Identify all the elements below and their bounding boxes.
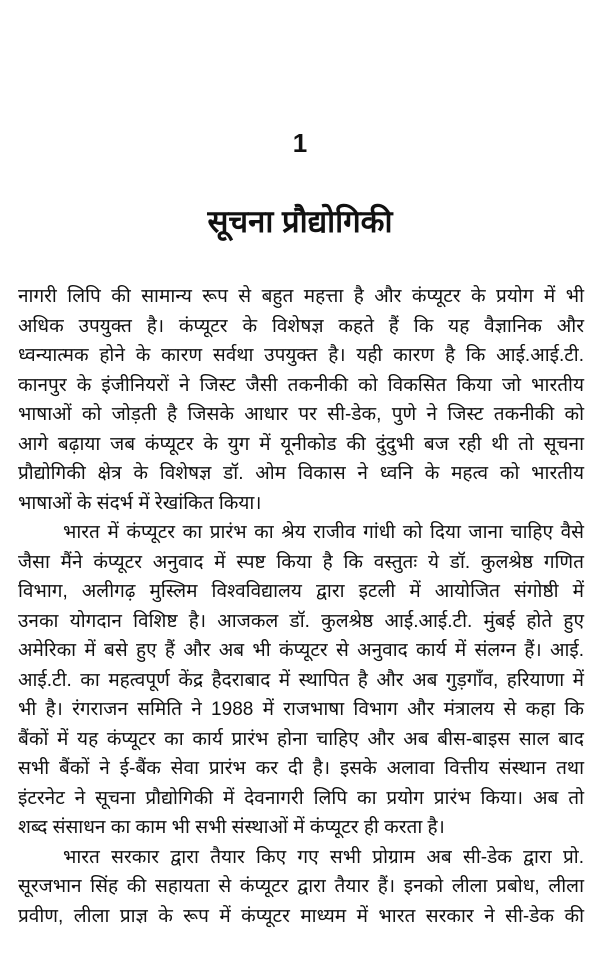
text-line: भारत में कंप्यूटर का प्रारंभ का श्रेय राजीव गांधी को दिया जाना चाहिए वैसे bbox=[63, 522, 584, 543]
text-line: सभी बैंकों ने ई-बैंक सेवा प्रारंभ कर दी है। इसके अलावा वित्तीय संस्थान तथा bbox=[18, 758, 584, 779]
text-line: भी है। रंगराजन समिति ने 1988 में राजभाषा विभाग और मंत्रालय से कहा कि bbox=[18, 699, 584, 720]
text-line: अमेरिका में बसे हुए हैं और अब भी कंप्यूटर से अनुवाद कार्य में संलग्न हैं। आई. bbox=[18, 640, 584, 661]
text-line: ध्वन्यात्मक होने के कारण सर्वथा उपयुक्त है। यही कारण है कि आई.आई.टी. bbox=[18, 345, 584, 366]
paragraph bbox=[18, 282, 584, 518]
text-line: आगे बढ़ाया जब कंप्यूटर के युग में यूनीकोड की दुंदुभी बज रही थी तो सूचना bbox=[18, 433, 584, 455]
text-line: प्रौद्योगिकी क्षेत्र के विशेषज्ञ डॉ. ओम विकास ने ध्वनि के महत्व को भारतीय bbox=[18, 463, 584, 484]
text-line: उनका योगदान विशिष्ट है। आजकल डॉ. कुलश्रेष्ठ आई.आई.टी. मुंबई होते हुए bbox=[18, 610, 584, 632]
text-line: विभाग, अलीगढ़ मुस्लिम विश्वविद्यालय द्वारा इटली में आयोजित संगोष्ठी में bbox=[18, 581, 584, 602]
text-line: अधिक उपयुक्त है। कंप्यूटर के विशेषज्ञ कहते हैं कि यह वैज्ञानिक और bbox=[18, 315, 584, 337]
text-line: भाषाओं को जोड़ती है जिसके आधार पर सी-डेक, पुणे ने जिस्ट तकनीकी को bbox=[18, 404, 584, 425]
text-line: प्रवीण, लीला प्राज्ञ के रूप में कंप्यूटर माध्यम में भारत सरकार ने सी-डेक की bbox=[18, 905, 584, 927]
text-line: जैसा मैंने कंप्यूटर अनुवाद में स्पष्ट किया है कि वस्तुतः ये डॉ. कुलश्रेष्ठ गणित bbox=[18, 551, 584, 573]
text-line: शब्द संसाधन का काम भी सभी संस्थाओं में कंप्यूटर ही करता है। bbox=[18, 817, 445, 838]
chapter-title: सूचना प्रौद्योगिकी bbox=[207, 204, 393, 239]
chapter-number: 1 bbox=[292, 128, 308, 158]
text-line: नागरी लिपि की सामान्य रूप से बहुत महत्ता है और कंप्यूटर के प्रयोग में भी bbox=[18, 286, 584, 307]
text-line: भाषाओं के संदर्भ में रेखांकित किया। bbox=[18, 492, 262, 514]
text-line: कानपुर के इंजीनियरों ने जिस्ट जैसी तकनीकी को विकसित किया जो भारतीय bbox=[18, 374, 584, 396]
text-line: भारत सरकार द्वारा तैयार किए गए सभी प्रोग्राम अब सी-डेक द्वारा प्रो. bbox=[63, 846, 584, 868]
text-line: आई.टी. का महत्वपूर्ण केंद्र हैदराबाद में स्थापित है और अब गुड़गाँव, हरियाणा में bbox=[18, 669, 584, 691]
paragraph bbox=[18, 843, 584, 932]
text-line: इंटरनेट ने सूचना प्रौद्योगिकी में देवनागरी लिपि का प्रयोग प्रारंभ किया। अब तो bbox=[18, 787, 584, 809]
chapter-body bbox=[18, 282, 584, 931]
text-line: बैंकों में यह कंप्यूटर का कार्य प्रारंभ होना चाहिए और अब बीस-बाइस साल बाद bbox=[18, 728, 584, 750]
paragraph bbox=[18, 518, 584, 843]
text-line: सूरजभान सिंह की सहायता से कंप्यूटर द्वारा तैयार हैं। इनको लीला प्रबोध, लीला bbox=[18, 876, 584, 897]
